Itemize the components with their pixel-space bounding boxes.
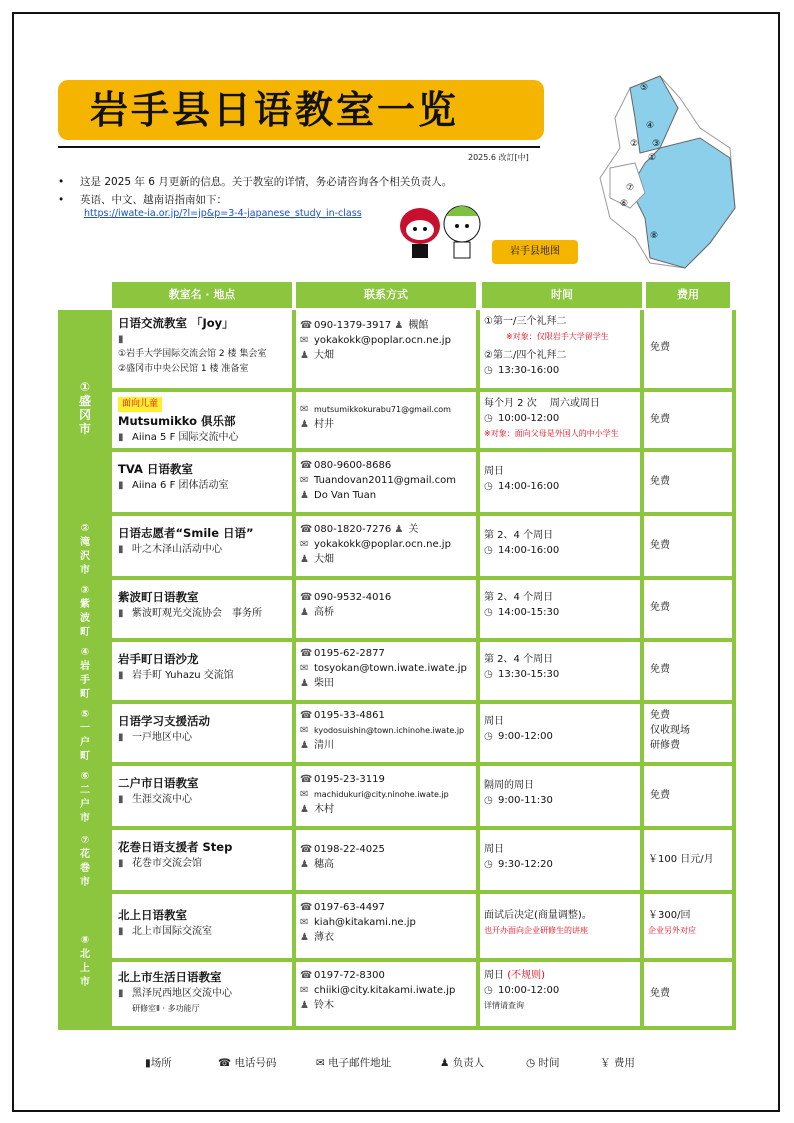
contact-cell: ✉ mutsumikkokurabu71@gmail.com ♟ 村井 [296,392,476,448]
phone-icon: ☎ [300,460,313,471]
time-cell: 第 2、4 个周日 ◷ 14:00-15:30 [480,580,640,638]
email-icon: ✉ [300,725,309,736]
svg-text:⑤: ⑤ [640,83,649,93]
classroom-cell: 北上市生活日语教室 ▮ 黑泽尻西地区交流中心 研修室Ⅱ · 多功能厅 [112,962,292,1026]
city-label: ③紫波町 [58,580,110,638]
time-cell: 周日 ◷ 9:00-12:00 [480,704,640,762]
building-icon: ▮ [118,480,124,491]
legend-email: ✉ 电子邮件地址 [316,1057,392,1069]
person-icon: ♟ [300,419,309,430]
person-icon: ♟ [300,554,309,565]
header-fee: 费用 [646,282,730,308]
classroom-cell: 紫波町日语教室 ▮ 紫波町观光交流协会 事务所 [112,580,292,638]
clock-icon: ◷ [484,731,493,742]
city-label: ④岩手町 [58,642,110,700]
person-icon: ♟ [394,320,404,331]
email-icon: ✉ [300,917,309,928]
phone-icon: ☎ [300,844,313,855]
classroom-cell: 二户市日语教室 ▮ 生涯交流中心 [112,766,292,826]
svg-text:⑦: ⑦ [626,183,635,193]
contact-cell: ☎ 090-1379-3917 ♟ 槻館 ✉ yokakokk@poplar.ocn.ne.jp ♟ 大畑 [296,310,476,388]
yen-icon: ￥ [600,1057,611,1069]
header-time: 时间 [482,282,642,308]
phone-icon: ☎ [300,970,313,981]
note-2: 英语、中文、越南语指南如下： [80,194,227,206]
clock-icon: ◷ [484,607,493,618]
building-icon: ▮ [145,1057,151,1069]
person-icon: ♟ [300,350,309,361]
svg-text:⑧: ⑧ [650,231,659,241]
email-icon: ✉ [300,404,309,415]
person-icon: ♟ [300,859,309,870]
person-icon: ♟ [300,932,309,943]
clock-icon: ◷ [484,413,493,424]
header-contact: 联系方式 [296,282,476,308]
clock-icon: ◷ [484,669,493,680]
phone-icon: ☎ [300,320,313,331]
building-icon: ▮ [118,794,124,805]
page-title: 岩手县日语教室一览 [90,88,460,132]
classroom-cell: 日语学习支援活动 ▮ 一戸地区中心 [112,704,292,762]
time-cell: ①第一/三个礼拜二 ※对象：仅限岩手大学留学生 ②第二/四个礼拜二 ◷ 13:30-16:00 [480,310,640,388]
fee-cell: 免费 仅收现场 研修费 [644,704,732,762]
time-cell: 第 2、4 个周日 ◷ 14:00-16:00 [480,516,640,576]
email-icon: ✉ [300,985,309,996]
email-icon: ✉ [300,663,309,674]
city-label: ⑤一户町 [58,704,110,762]
classroom-cell: TVA 日语教室 ▮ Aiina 6 F 团体活动室 [112,452,292,512]
svg-text:④: ④ [646,121,655,131]
contact-cell: ☎ 080-9600-8686 ✉ Tuandovan2011@gmail.com ♟ Do Van Tuan [296,452,476,512]
phone-icon: ☎ [300,710,313,721]
contact-cell: ☎ 090-9532-4016 ♟ 高桥 [296,580,476,638]
phone-icon: ☎ [300,648,313,659]
city-label: ⑧北上市 [58,894,110,1030]
clock-icon: ◷ [526,1057,536,1069]
time-cell: 面试后决定(商量调整)。 也开办面向企业研修生的讲座 [480,894,640,958]
clock-icon: ◷ [484,481,493,492]
phone-icon: ☎ [300,592,313,603]
mascot-illustration [392,200,492,266]
contact-cell: ☎ 0195-33-4861 ✉ kyodosuishin@town.ichinohe.iwate.jp ♟ 清川 [296,704,476,762]
time-cell: 周日 (不规则) ◷ 10:00-12:00 详情请查询 [480,962,640,1026]
email-icon: ✉ [300,789,309,800]
bullet-icon: • [58,194,65,206]
fee-cell: ￥300/回 企业另外对应 [644,894,732,958]
svg-text:⑥: ⑥ [620,199,629,209]
fee-cell: 免费 [644,516,732,576]
classroom-cell: 日语志愿者“Smile 日语” ▮ 叶之木泽山活动中心 [112,516,292,576]
classroom-table [58,310,736,1030]
building-icon: ▮ [118,608,124,619]
time-cell: 每个月 2 次 周六或周日 ◷ 10:00-12:00 ※对象：面向父母是外国人的中小学生 [480,392,640,448]
city-label: ⑥二户市 [58,766,110,826]
classroom-cell: 面向儿童 Mutsumikko 俱乐部 ▮ Aiina 5 F 国际交流中心 [112,392,292,448]
fee-cell: 免费 [644,766,732,826]
phone-icon: ☎ [300,524,313,535]
phone-icon: ☎ [300,902,313,913]
person-icon: ♟ [300,490,309,501]
contact-cell: ☎ 0197-63-4497 ✉ kiah@kitakami.ne.jp ♟ 薄衣 [296,894,476,958]
contact-cell: ☎ 0198-22-4025 ♟ 穗高 [296,830,476,890]
building-icon: ▮ [118,544,124,555]
note-1: 这是 2025 年 6 月更新的信息。关于教室的详情，务必请咨询各个相关负责人。 [80,176,453,188]
svg-text:③: ③ [652,139,661,149]
building-icon: ▮ [118,432,124,443]
svg-text:②: ② [630,139,639,149]
building-icon: ▮ [118,334,124,345]
building-icon: ▮ [118,670,124,681]
fee-cell: 免费 [644,642,732,700]
clock-icon: ◷ [484,795,493,806]
contact-cell: ☎ 080-1820-7276 ♟ 关 ✉ yokakokk@poplar.ocn.ne.jp ♟ 大畑 [296,516,476,576]
fee-cell: 免费 [644,962,732,1026]
time-cell: 周日 ◷ 9:30-12:20 [480,830,640,890]
iwate-map [590,68,740,278]
person-icon: ♟ [300,607,309,618]
title-divider [58,146,540,148]
classroom-cell: 岩手町日语沙龙 ▮ 岩手町 Yuhazu 交流馆 [112,642,292,700]
bullet-icon: • [58,176,65,188]
legend-fee: ￥ 费用 [600,1057,635,1069]
email-icon: ✉ [300,475,309,486]
header-classroom: 教室名 · 地点 [112,282,292,308]
classroom-cell: 花巻日语支援者 Step ▮ 花巻市交流会馆 [112,830,292,890]
person-icon: ♟ [300,740,309,751]
revision-date: 2025.6 改訂[中] [468,153,529,162]
clock-icon: ◷ [484,545,493,556]
contact-cell: ☎ 0195-62-2877 ✉ tosyokan@town.iwate.iwate.jp ♟ 柴田 [296,642,476,700]
fee-cell: 免费 [644,392,732,448]
svg-text:①: ① [648,153,657,163]
guide-link[interactable]: https://iwate-ia.or.jp/?l=jp&p=3-4-japanese_study_in-class [84,208,362,219]
building-icon: ▮ [118,732,124,743]
person-icon: ♟ [300,1000,309,1011]
email-icon: ✉ [300,335,309,346]
contact-cell: ☎ 0195-23-3119 ✉ machidukuri@city.ninohe.iwate.jp ♟ 木村 [296,766,476,826]
time-cell: 隔周的周日 ◷ 9:00-11:30 [480,766,640,826]
clock-icon: ◷ [484,985,493,996]
fee-cell: 免费 [644,580,732,638]
person-icon: ♟ [394,524,404,535]
person-icon: ♟ [300,678,309,689]
email-icon: ✉ [300,539,309,550]
time-cell: 第 2、4 个周日 ◷ 13:30-15:30 [480,642,640,700]
city-label: ②滝沢市 [58,516,110,576]
legend-phone: ☎ 电话号码 [218,1057,277,1069]
clock-icon: ◷ [484,859,493,870]
phone-icon: ☎ [300,774,313,785]
fee-cell: 免费 [644,452,732,512]
phone-icon: ☎ [218,1057,232,1069]
legend-time: ◷ 时间 [526,1057,560,1069]
fee-cell: 免费 [644,310,732,388]
person-icon: ♟ [300,804,309,815]
building-icon: ▮ [118,926,124,937]
email-icon: ✉ [316,1057,325,1069]
clock-icon: ◷ [484,365,493,376]
children-badge: 面向儿童 [118,397,162,412]
map-button[interactable]: 岩手县地图 [492,240,578,264]
building-icon: ▮ [118,988,124,999]
contact-cell: ☎ 0197-72-8300 ✉ chiiki@city.kitakami.iwate.jp ♟ 铃木 [296,962,476,1026]
legend-person: ♟ 负责人 [440,1057,485,1069]
legend-place: ▮场所 [145,1057,172,1069]
classroom-cell: 北上日语教室 ▮ 北上市国际交流室 [112,894,292,958]
time-cell: 周日 ◷ 14:00-16:00 [480,452,640,512]
city-label: ①盛冈市 [58,310,110,512]
person-icon: ♟ [440,1057,450,1069]
fee-cell: ￥100 日元/月 [644,830,732,890]
city-label: ⑦花巻市 [58,830,110,890]
building-icon: ▮ [118,858,124,869]
classroom-cell: 日语交流教室 「Joy」 ▮ ①岩手大学国际交流会馆 2 楼 集会室 ②盛冈市中央公民馆 1 楼 准备室 [112,310,292,388]
